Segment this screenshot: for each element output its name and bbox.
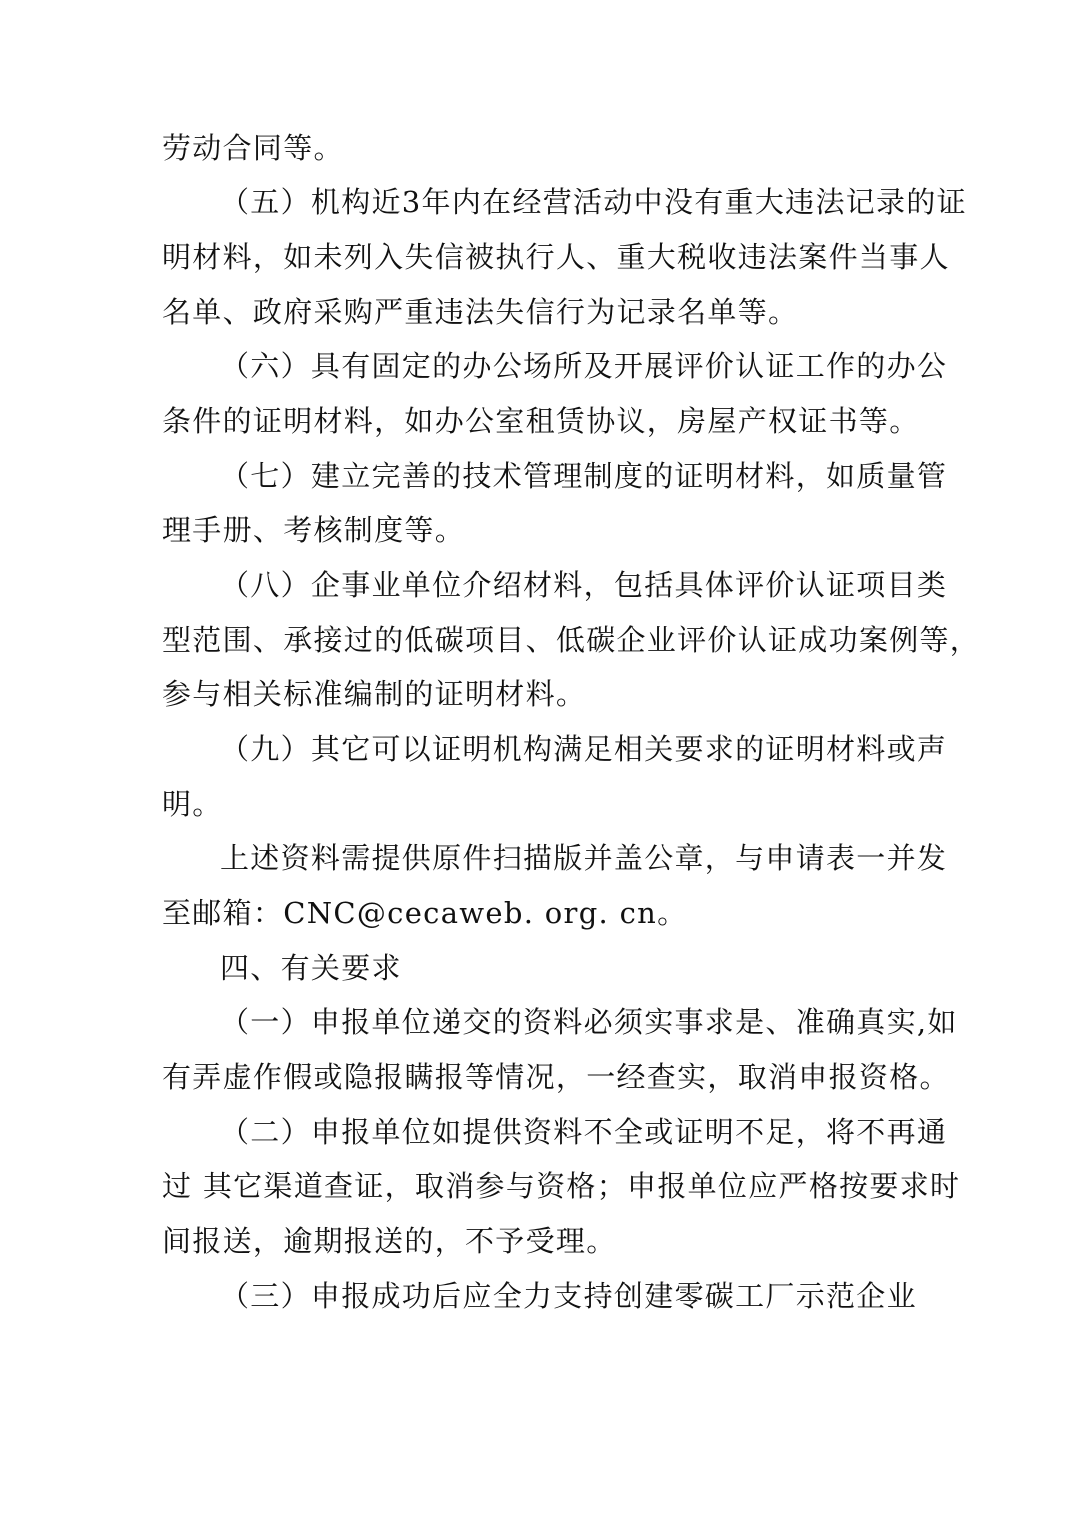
text-line: 过 其它渠道查证，取消参与资格；申报单位应严格按要求时 — [162, 1169, 961, 1203]
text-line: （六）具有固定的办公场所及开展评价认证工作的办公 — [220, 349, 948, 383]
text-line: （三）申报成功后应全力支持创建零碳工厂示范企业 — [220, 1279, 917, 1313]
text-line: （五）机构近3年内在经营活动中没有重大违法记录的证 — [220, 185, 967, 219]
text-line: 名单、政府采购严重违法失信行为记录名单等。 — [162, 295, 799, 329]
section-heading: 四、有关要求 — [220, 951, 402, 985]
text-line: 明。 — [162, 787, 223, 821]
text-line: 有弄虚作假或隐报瞒报等情况，一经查实，取消申报资格。 — [162, 1060, 950, 1094]
text-line: 劳动合同等。 — [162, 131, 344, 165]
text-line: （七）建立完善的技术管理制度的证明材料，如质量管 — [220, 459, 948, 493]
text-line: 明材料，如未列入失信被执行人、重大税收违法案件当事人 — [162, 240, 950, 274]
text-line: 至邮箱：CNC@cecaweb. org. cn。 — [162, 896, 688, 930]
text-line: 上述资料需提供原件扫描版并盖公章，与申请表一并发 — [220, 841, 948, 875]
text-line: 条件的证明材料，如办公室租赁协议，房屋产权证书等。 — [162, 404, 920, 438]
text-line: （九）其它可以证明机构满足相关要求的证明材料或声 — [220, 732, 948, 766]
text-line: 间报送，逾期报送的，不予受理。 — [162, 1224, 617, 1258]
text-line: （二）申报单位如提供资料不全或证明不足，将不再通 — [220, 1115, 948, 1149]
text-line: 理手册、考核制度等。 — [162, 513, 466, 547]
text-line: 型范围、承接过的低碳项目、低碳企业评价认证成功案例等， — [162, 623, 981, 657]
text-line: 参与相关标准编制的证明材料。 — [162, 677, 587, 711]
text-line: （八）企事业单位介绍材料，包括具体评价认证项目类 — [220, 568, 948, 602]
text-line: （一）申报单位递交的资料必须实事求是、准确真实,如 — [220, 1005, 958, 1039]
